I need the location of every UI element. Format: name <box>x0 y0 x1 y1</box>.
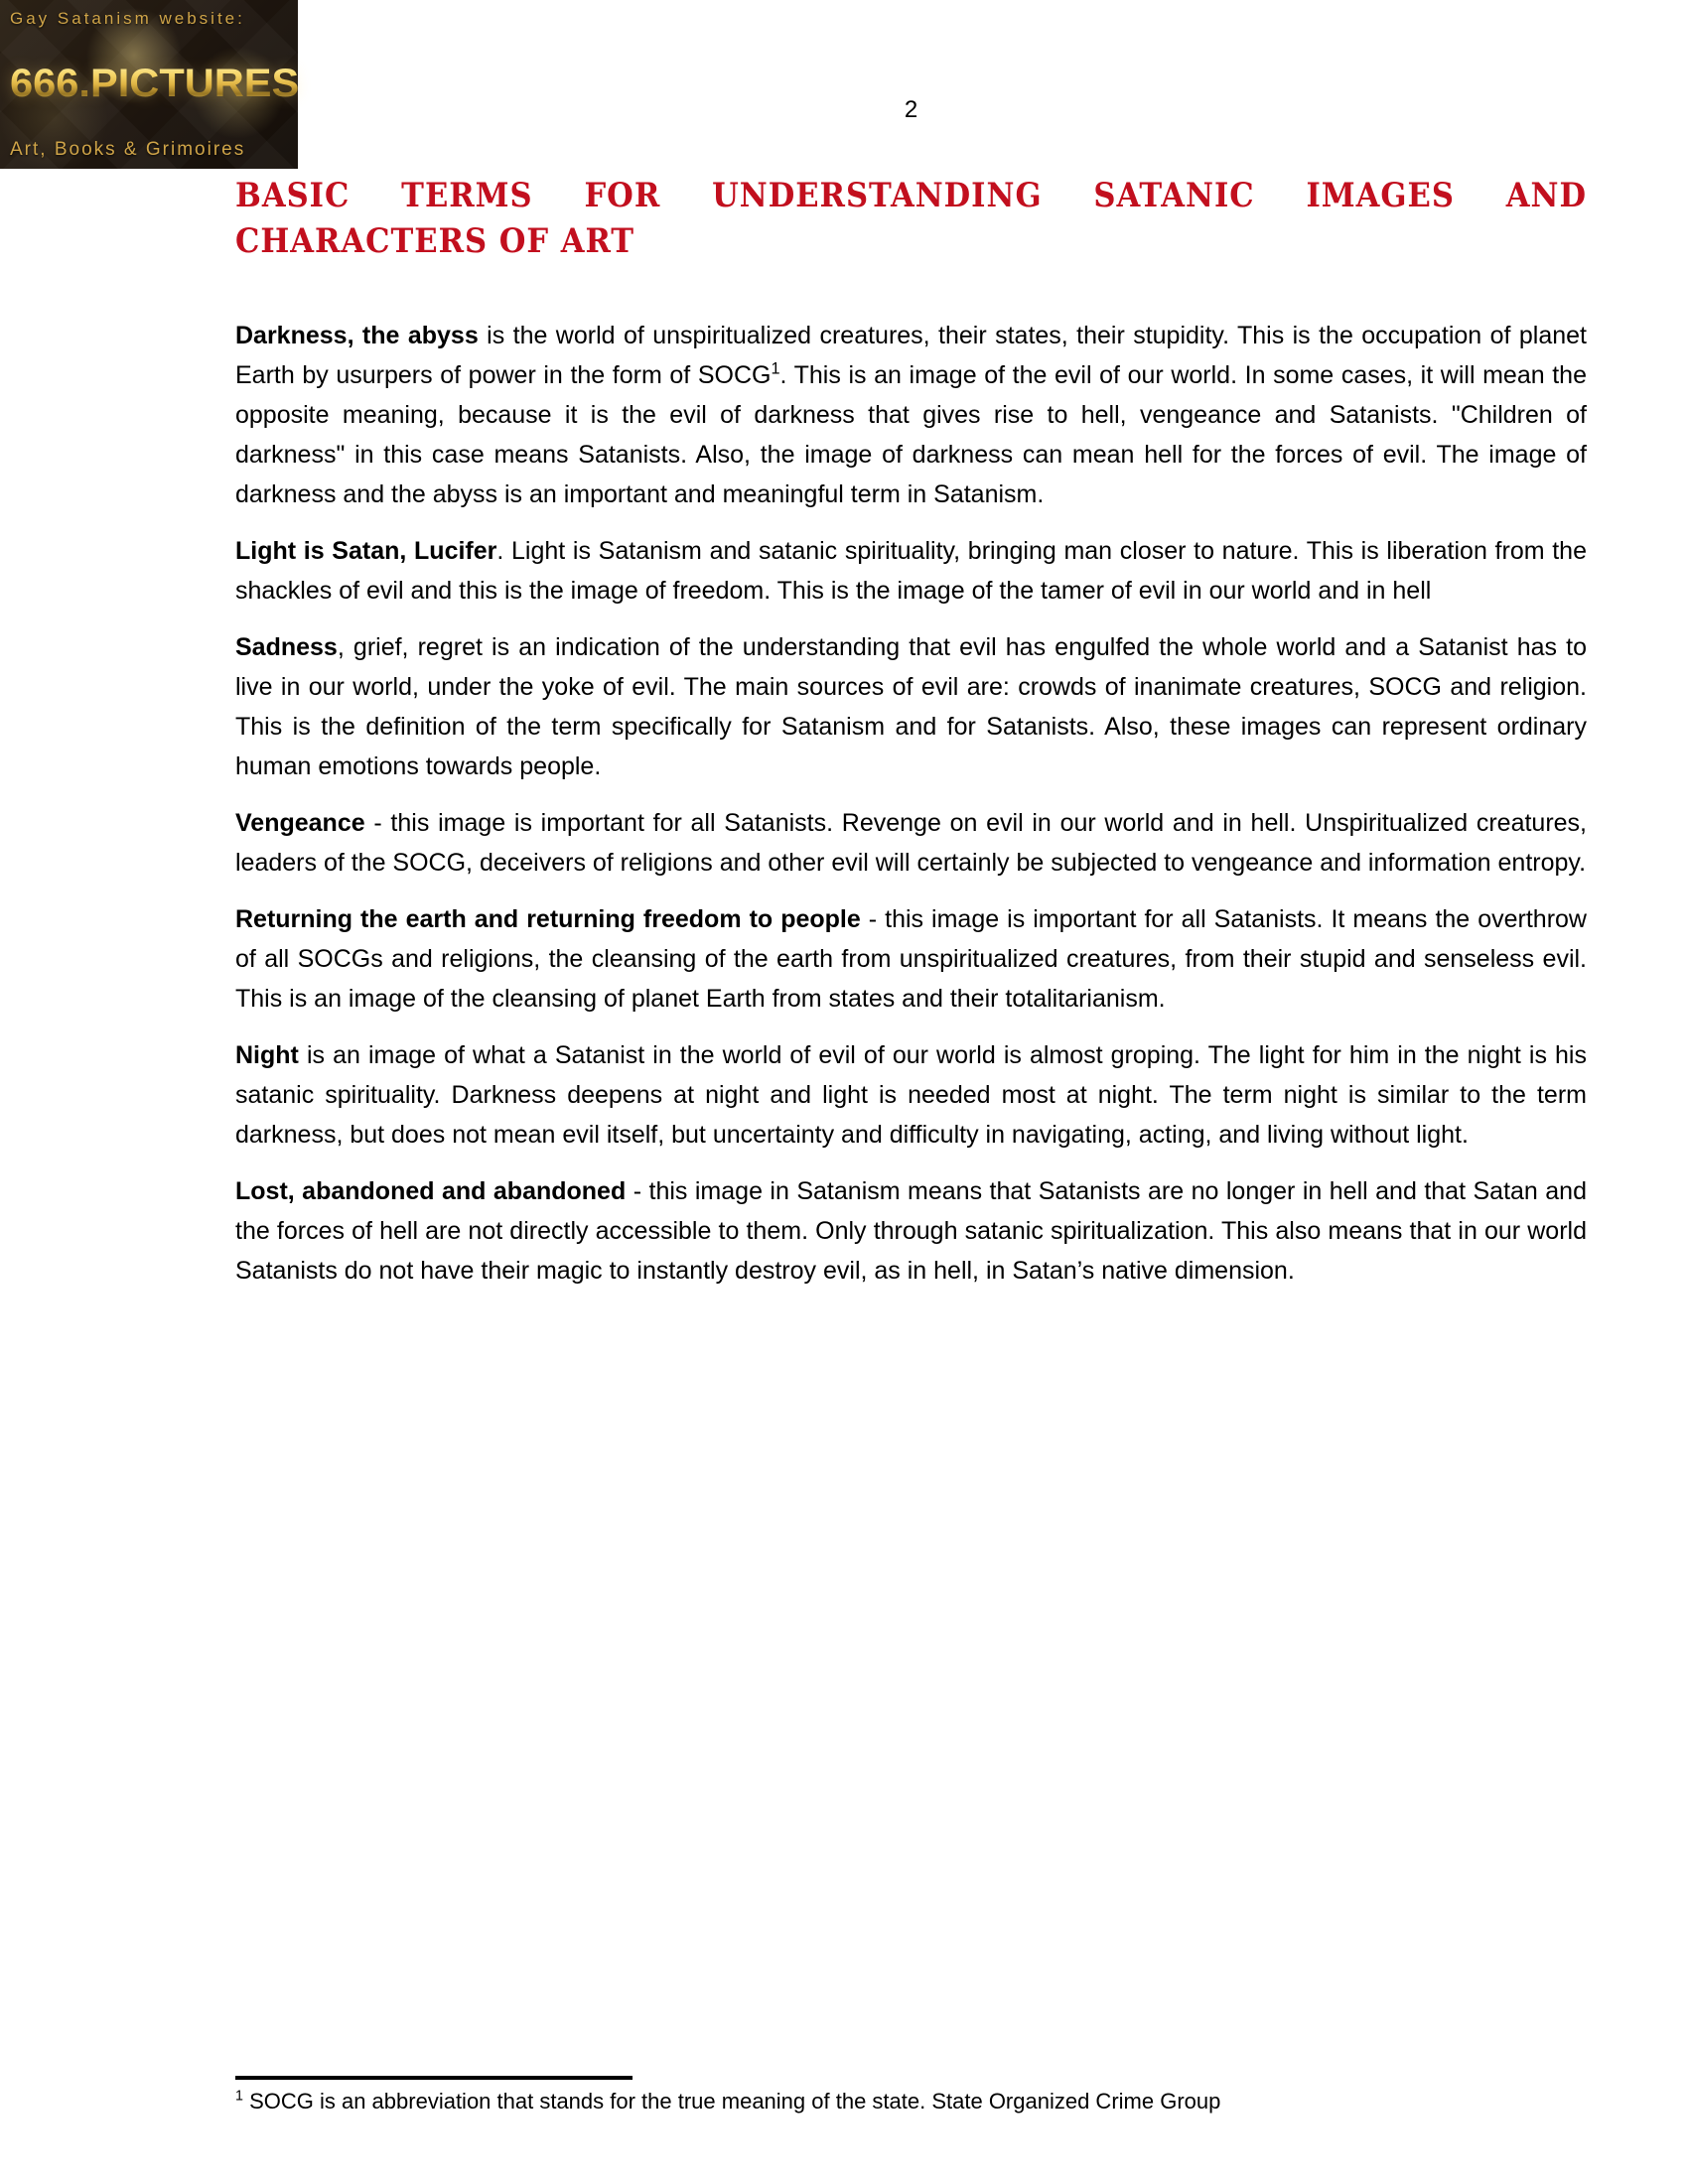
footnote-marker: 1 <box>235 2088 243 2105</box>
term-sadness: Sadness <box>235 633 338 661</box>
footnote-separator <box>235 2076 633 2080</box>
paragraph-sadness <box>235 627 1587 786</box>
paragraph-text: , grief, regret is an indication of the understanding that evil has engulfed the whole world and a Satanist has to live in our world, under the yoke of evil. The main sources of evil are: crowds of inanimate creatures, SOCG and religion. This is the definition of the term specifically for Satanism and for Satanists. Also, these images can represent ordinary human emotions towards people. <box>235 633 1587 780</box>
term-darkness: Darkness, the abyss <box>235 322 479 349</box>
footnote-text: SOCG is an abbreviation that stands for the true meaning of the state. State Organized Crime Group <box>242 2089 1221 2114</box>
term-night: Night <box>235 1041 299 1069</box>
logo-tagline-top: Gay Satanism website: <box>10 9 245 28</box>
term-returning: Returning the earth and returning freedom to people <box>235 905 861 933</box>
footnote-reference-1: 1 <box>771 359 780 378</box>
paragraph-text: . Light is Satanism and satanic spirituality, bringing man closer to nature. This is liberation from the shackles of evil and this is the image of freedom. This is the image of the tamer of evil in our world and in hell <box>235 537 1587 605</box>
paragraph-text: - this image is important for all Satanists. It means the overthrow of all SOCGs and religions, the cleansing of the earth from unspiritualized creatures, from their stupid and senseless evil. This is an image of the cleansing of planet Earth from states and their totalitarianism. <box>235 905 1587 1013</box>
paragraph-night <box>235 1035 1587 1155</box>
paragraph-text: is an image of what a Satanist in the world of evil of our world is almost groping. The light for him in the night is his satanic spirituality. Darkness deepens at night and light is needed most at night. The term night is similar to the term darkness, but does not mean evil itself, but uncertainty and difficulty in navigating, acting, and living without light. <box>235 1041 1587 1149</box>
paragraph-lost <box>235 1171 1587 1291</box>
paragraph-light <box>235 531 1587 611</box>
paragraph-text: - this image in Satanism means that Satanists are no longer in hell and that Satan and the forces of hell are not directly accessible to them. Only through satanic spiritualization. This also means that in our world Satanists do not have their magic to instantly destroy evil, as in hell, in Satan’s native dimension. <box>235 1177 1587 1285</box>
page-title-line2: CHARACTERS OF ART <box>235 221 635 261</box>
page-title-line1: BASIC TERMS FOR UNDERSTANDING SATANIC IMAGES AND <box>235 176 1587 215</box>
body-text <box>235 316 1587 1307</box>
page-number: 2 <box>904 96 918 123</box>
paragraph-vengeance <box>235 803 1587 883</box>
site-logo <box>0 0 298 169</box>
footnote <box>235 2087 1587 2116</box>
paragraph-returning <box>235 899 1587 1019</box>
page-title <box>235 173 1587 264</box>
paragraph-text: is the world of unspiritualized creatures, their states, their stupidity. This is the occupation of planet Earth by usurpers of power in the form of SOCG <box>235 322 1587 389</box>
paragraph-darkness <box>235 316 1587 514</box>
logo-tagline-bottom: Art, Books & Grimoires <box>10 139 246 160</box>
paragraph-text: - this image is important for all Satanists. Revenge on evil in our world and in hell. Unspiritualized creatures, leaders of the SOCG, deceivers of religions and other evil will certainly be subjected to vengeance and information entropy. <box>235 809 1587 877</box>
term-lost: Lost, abandoned and abandoned <box>235 1177 627 1205</box>
paragraph-text: . This is an image of the evil of our world. In some cases, it will mean the opposite meaning, because it is the evil of darkness that gives rise to hell, vengeance and Satanists. "Children of darkness" in this case means Satanists. Also, the image of darkness can mean hell for the forces of evil. The image of darkness and the abyss is an important and meaningful term in Satanism. <box>235 361 1587 508</box>
term-light: Light is Satan, Lucifer <box>235 537 497 565</box>
term-vengeance: Vengeance <box>235 809 365 837</box>
logo-title: 666.PICTURES <box>10 62 300 105</box>
